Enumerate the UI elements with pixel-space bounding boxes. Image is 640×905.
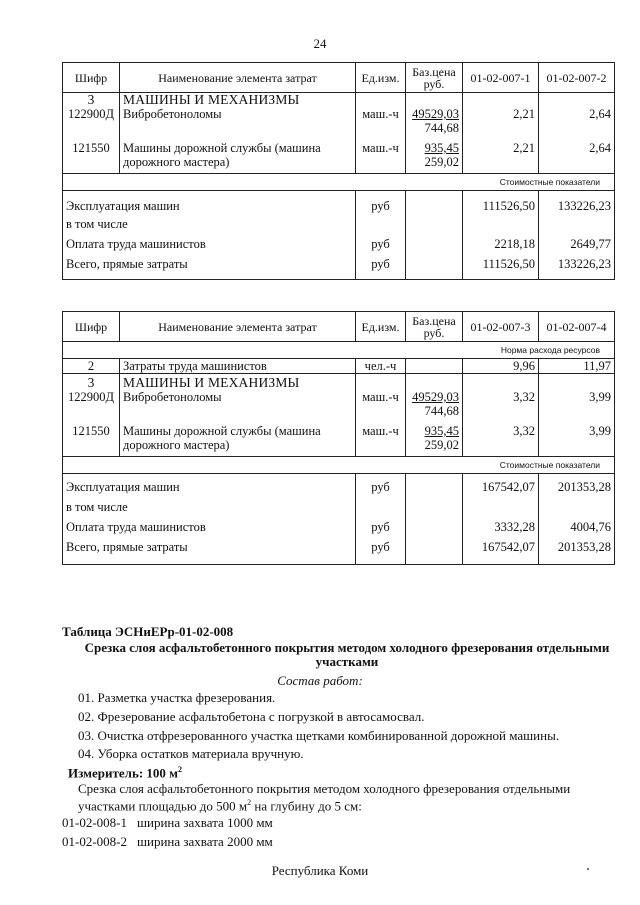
summary-unit: руб	[356, 190, 406, 213]
summary-value-b: 4004,76	[539, 514, 615, 534]
row-unit: маш.-ч	[356, 390, 406, 418]
measurer	[68, 765, 182, 781]
work-composition-heading: Состав работ:	[277, 673, 363, 688]
summary-label: Эксплуатация машин	[63, 190, 356, 213]
row-value-b: 3,99	[539, 418, 615, 452]
summary-unit: руб	[356, 231, 406, 251]
description-paragraph	[78, 782, 614, 813]
row-value-b: 11,97	[539, 359, 615, 374]
page-footer: Республика Коми	[271, 863, 369, 878]
cost-indicators-note: Стоимостные показатели	[63, 173, 615, 190]
header-col-a: 01-02-007-3	[463, 312, 539, 342]
price-bottom: 744,68	[424, 404, 459, 418]
row-unit: маш.-ч	[356, 418, 406, 452]
row-value-a: 2,21	[463, 135, 539, 169]
resource-table-2	[62, 311, 615, 565]
row-price	[406, 135, 463, 169]
scan-dot	[587, 868, 589, 870]
summary-row	[63, 190, 615, 213]
row-name: Машины дорожной службы (машина дорожного мастера)	[120, 135, 356, 169]
cost-indicators-note-row	[63, 456, 615, 473]
header-col-b: 01-02-007-4	[539, 312, 615, 342]
row-name: Машины дорожной службы (машина дорожного мастера)	[120, 418, 356, 452]
summary-value-b: 133226,23	[539, 251, 615, 280]
summary-row	[63, 494, 615, 514]
header-code: Шифр	[63, 312, 120, 342]
summary-value-a: 111526,50	[463, 251, 539, 280]
summary-row	[63, 473, 615, 494]
section-code: 3	[63, 93, 120, 108]
variant-item	[62, 815, 273, 831]
section-row	[63, 93, 615, 108]
row-value-a: 3,32	[463, 390, 539, 418]
summary-value-a: 3332,28	[463, 514, 539, 534]
paragraph-text: на глубину до 5 см:	[251, 798, 362, 814]
row-code: 122900Д	[63, 107, 120, 135]
summary-row	[63, 514, 615, 534]
paragraph-text: участками площадью до 500 м	[78, 798, 248, 814]
header-code: Шифр	[63, 63, 120, 93]
header-name: Наименование элемента затрат	[120, 63, 356, 93]
header-unit: Ед.изм.	[356, 63, 406, 93]
cost-indicators-note-row	[63, 173, 615, 190]
paragraph-line	[78, 796, 614, 813]
summary-label: Всего, прямые затраты	[63, 534, 356, 565]
header-price: Баз.цена руб.	[406, 63, 463, 93]
summary-row	[63, 213, 615, 231]
header-name: Наименование элемента затрат	[120, 312, 356, 342]
summary-label: Оплата труда машинистов	[63, 514, 356, 534]
summary-including: в том числе	[63, 494, 356, 514]
row-value-a: 9,96	[463, 359, 539, 374]
table-header-row	[63, 63, 615, 93]
row-value-b: 2,64	[539, 135, 615, 169]
summary-value-a: 111526,50	[463, 190, 539, 213]
row-code: 2	[63, 359, 120, 374]
row-value-b: 3,99	[539, 390, 615, 418]
row-unit: чел.-ч	[356, 359, 406, 374]
row-name: Затраты труда машинистов	[120, 359, 356, 374]
table-row	[63, 390, 615, 418]
row-unit: маш.-ч	[356, 107, 406, 135]
work-item: 01. Разметка участка фрезерования.	[78, 690, 276, 705]
header-unit: Ед.изм.	[356, 312, 406, 342]
variant-item	[62, 834, 273, 850]
paragraph-superscript: 2	[247, 798, 252, 807]
work-item: 03. Очистка отфрезерованного участка щетками комбинированной дорожной машины.	[78, 728, 560, 743]
price-bottom: 259,02	[424, 438, 459, 452]
summary-row	[63, 231, 615, 251]
table-description: Срезка слоя асфальтобетонного покрытия методом холодного фрезерования отдельными участками	[84, 640, 610, 669]
table-header-row	[63, 312, 615, 342]
row-price	[406, 390, 463, 418]
row-unit: маш.-ч	[356, 135, 406, 169]
summary-unit: руб	[356, 514, 406, 534]
variant-label: ширина захвата 1000 мм	[137, 815, 273, 830]
labor-row	[63, 359, 615, 374]
section-title: МАШИНЫ И МЕХАНИЗМЫ	[120, 93, 356, 108]
resource-table-1	[62, 62, 615, 280]
summary-value-b: 133226,23	[539, 190, 615, 213]
row-price	[406, 418, 463, 452]
price-top: 49529,03	[412, 107, 459, 121]
measurer-superscript: 2	[178, 765, 183, 774]
summary-value-b: 2649,77	[539, 231, 615, 251]
summary-value-a: 2218,18	[463, 231, 539, 251]
measurer-text: Измеритель: 100 м	[68, 765, 179, 781]
summary-value-a: 167542,07	[463, 534, 539, 565]
row-value-a: 3,32	[463, 418, 539, 452]
row-code: 121550	[63, 418, 120, 452]
header-col-a: 01-02-007-1	[463, 63, 539, 93]
cost-indicators-note: Стоимостные показатели	[63, 456, 615, 473]
work-item: 04. Уборка остатков материала вручную.	[78, 746, 304, 761]
table-title: Таблица ЭСНиЕРр-01-02-008	[62, 624, 234, 639]
section-row	[63, 374, 615, 391]
summary-unit: руб	[356, 534, 406, 565]
summary-value-b: 201353,28	[539, 534, 615, 565]
section-code: 3	[63, 374, 120, 391]
resource-norm-note-row	[63, 342, 615, 359]
price-bottom: 259,02	[424, 155, 459, 169]
summary-value-a: 167542,07	[463, 473, 539, 494]
summary-unit: руб	[356, 251, 406, 280]
section-title: МАШИНЫ И МЕХАНИЗМЫ	[120, 374, 356, 391]
summary-label: Оплата труда машинистов	[63, 231, 356, 251]
header-col-b: 01-02-007-2	[539, 63, 615, 93]
row-code: 122900Д	[63, 390, 120, 418]
summary-label: Эксплуатация машин	[63, 473, 356, 494]
row-name: Вибробетоноломы	[120, 390, 356, 418]
table-row	[63, 107, 615, 135]
resource-norm-note: Норма расхода ресурсов	[63, 342, 615, 359]
summary-row	[63, 534, 615, 565]
summary-label: Всего, прямые затраты	[63, 251, 356, 280]
variant-code: 01-02-008-1	[62, 815, 127, 830]
variant-code: 01-02-008-2	[62, 834, 127, 849]
summary-including: в том числе	[63, 213, 356, 231]
summary-value-b: 201353,28	[539, 473, 615, 494]
price-top: 935,45	[424, 424, 459, 438]
price-top: 49529,03	[412, 390, 459, 404]
price-bottom: 744,68	[424, 121, 459, 135]
row-value-a: 2,21	[463, 107, 539, 135]
variant-label: ширина захвата 2000 мм	[137, 834, 273, 849]
table-row	[63, 135, 615, 169]
header-price: Баз.цена руб.	[406, 312, 463, 342]
summary-row	[63, 251, 615, 280]
row-value-b: 2,64	[539, 107, 615, 135]
row-code: 121550	[63, 135, 120, 169]
table-row	[63, 418, 615, 452]
paragraph-line: Срезка слоя асфальтобетонного покрытия методом холодного фрезерования отдельными	[78, 781, 571, 796]
row-price	[406, 107, 463, 135]
price-top: 935,45	[424, 141, 459, 155]
page-number: 24	[313, 36, 327, 51]
work-item: 02. Фрезерование асфальтобетона с погрузкой в автосамосвал.	[78, 709, 425, 724]
summary-unit: руб	[356, 473, 406, 494]
row-name: Вибробетоноломы	[120, 107, 356, 135]
